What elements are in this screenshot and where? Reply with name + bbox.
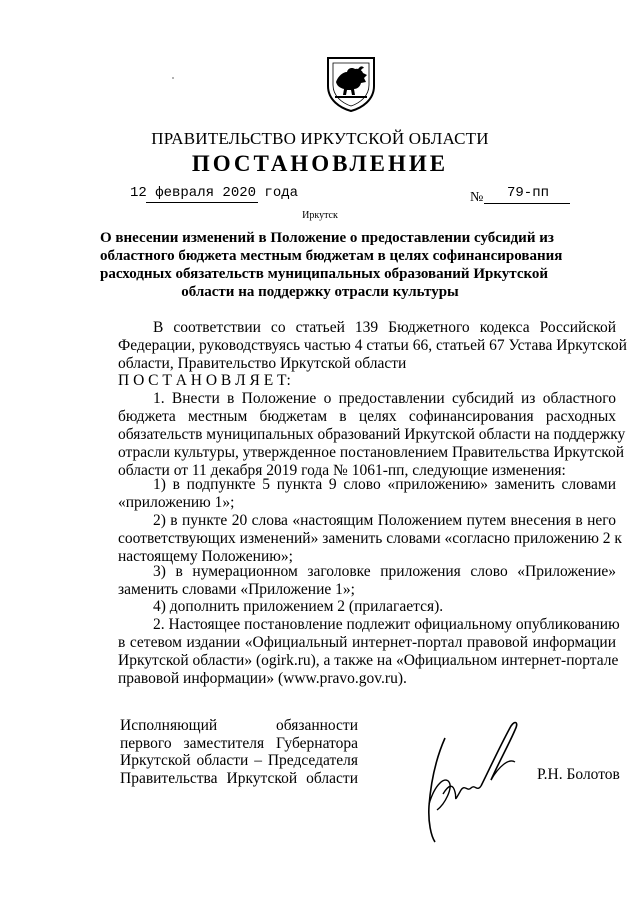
decree-word: П О С Т А Н О В Л Я Е Т: (118, 372, 291, 389)
text-line: 2) в пункте 20 слова «настоящим Положением путем внесения в него (153, 512, 616, 529)
title-line: областного бюджета местным бюджетам в целях софинансирования (100, 248, 563, 264)
coat-of-arms-icon (326, 56, 376, 112)
subitem-3 (118, 563, 616, 599)
date-text: 12 февраля 2020 года (130, 185, 299, 201)
text-line: бюджета местным бюджетам в целях софинансирования расходных (118, 408, 616, 425)
text-line: Иркутской области» (ogirk.ru), а также на «Официальном интернет-портале (118, 652, 619, 669)
text-line: правовой информации» (www.pravo.gov.ru). (118, 670, 407, 687)
text-line: в сетевом издании «Официальный интернет-портал правовой информации (118, 634, 616, 651)
item-2 (118, 616, 620, 688)
subitem-4 (118, 598, 616, 616)
signer-name: Р.Н. Болотов (537, 766, 620, 783)
city: Иркутск (302, 210, 338, 221)
text-line: заменить словами «Приложение 1»; (118, 581, 355, 598)
text-line: 2. Настоящее постановление подлежит официальному опубликованию (153, 616, 620, 633)
document-date (130, 185, 298, 201)
position-line: Исполняющий обязанности (120, 717, 358, 734)
text-line: области от 11 декабря 2019 года № 1061-пп, следующие изменения: (118, 462, 566, 479)
text-line: 3) в нумерационном заголовке приложения слово «Приложение» (153, 563, 616, 580)
signatory-position (120, 717, 358, 787)
position-line: Иркутской области – Председателя (120, 752, 358, 769)
position-line: первого заместителя Губернатора (120, 734, 358, 752)
number-sign: № (470, 190, 484, 205)
title-line: расходных обязательств муниципальных образований Иркутской (100, 266, 549, 282)
preamble (118, 319, 627, 373)
document-title (100, 229, 563, 301)
text-line: В соответствии со статьей 139 Бюджетного кодекса Российской (153, 319, 616, 336)
subitem-1 (118, 476, 616, 512)
government-name: ПРАВИТЕЛЬСТВО ИРКУТСКОЙ ОБЛАСТИ (151, 129, 489, 148)
number-underline (484, 203, 570, 204)
document-number: 79-пп (506, 185, 549, 201)
text-line: области, Правительство Иркутской области (118, 355, 407, 372)
text-line: 1) в подпункте 5 пункта 9 слово «приложению» заменить словами (153, 476, 616, 493)
scan-speck (172, 77, 174, 79)
text-line: 1. Внести в Положение о предоставлении субсидий из областного (153, 390, 616, 407)
handwritten-signature (415, 718, 527, 848)
text-line: обязательств муниципальных образований Иркутской области на поддержку (118, 426, 626, 443)
title-line: области на поддержку отрасли культуры (181, 284, 459, 300)
title-line: О внесении изменений в Положение о предоставлении субсидий из (100, 230, 554, 246)
text-line: соответствующих изменений» заменить словами «согласно приложению 2 к (118, 530, 622, 547)
item-1 (118, 390, 626, 480)
text-line: «приложению 1»; (118, 494, 235, 511)
date-underline (146, 202, 258, 203)
document-type: ПОСТАНОВЛЕНИЕ (191, 151, 449, 176)
position-line: Правительства Иркутской области (120, 769, 358, 787)
text-line: настоящему Положению»; (118, 548, 293, 565)
text-line: 4) дополнить приложением 2 (прилагается). (153, 598, 444, 615)
text-line: Федерации, руководствуясь частью 4 статьи 66, статьей 67 Устава Иркутской (118, 337, 627, 354)
subitem-2 (118, 512, 622, 566)
text-line: отрасли культуры, утвержденное постановлением Правительства Иркутской (118, 444, 625, 461)
